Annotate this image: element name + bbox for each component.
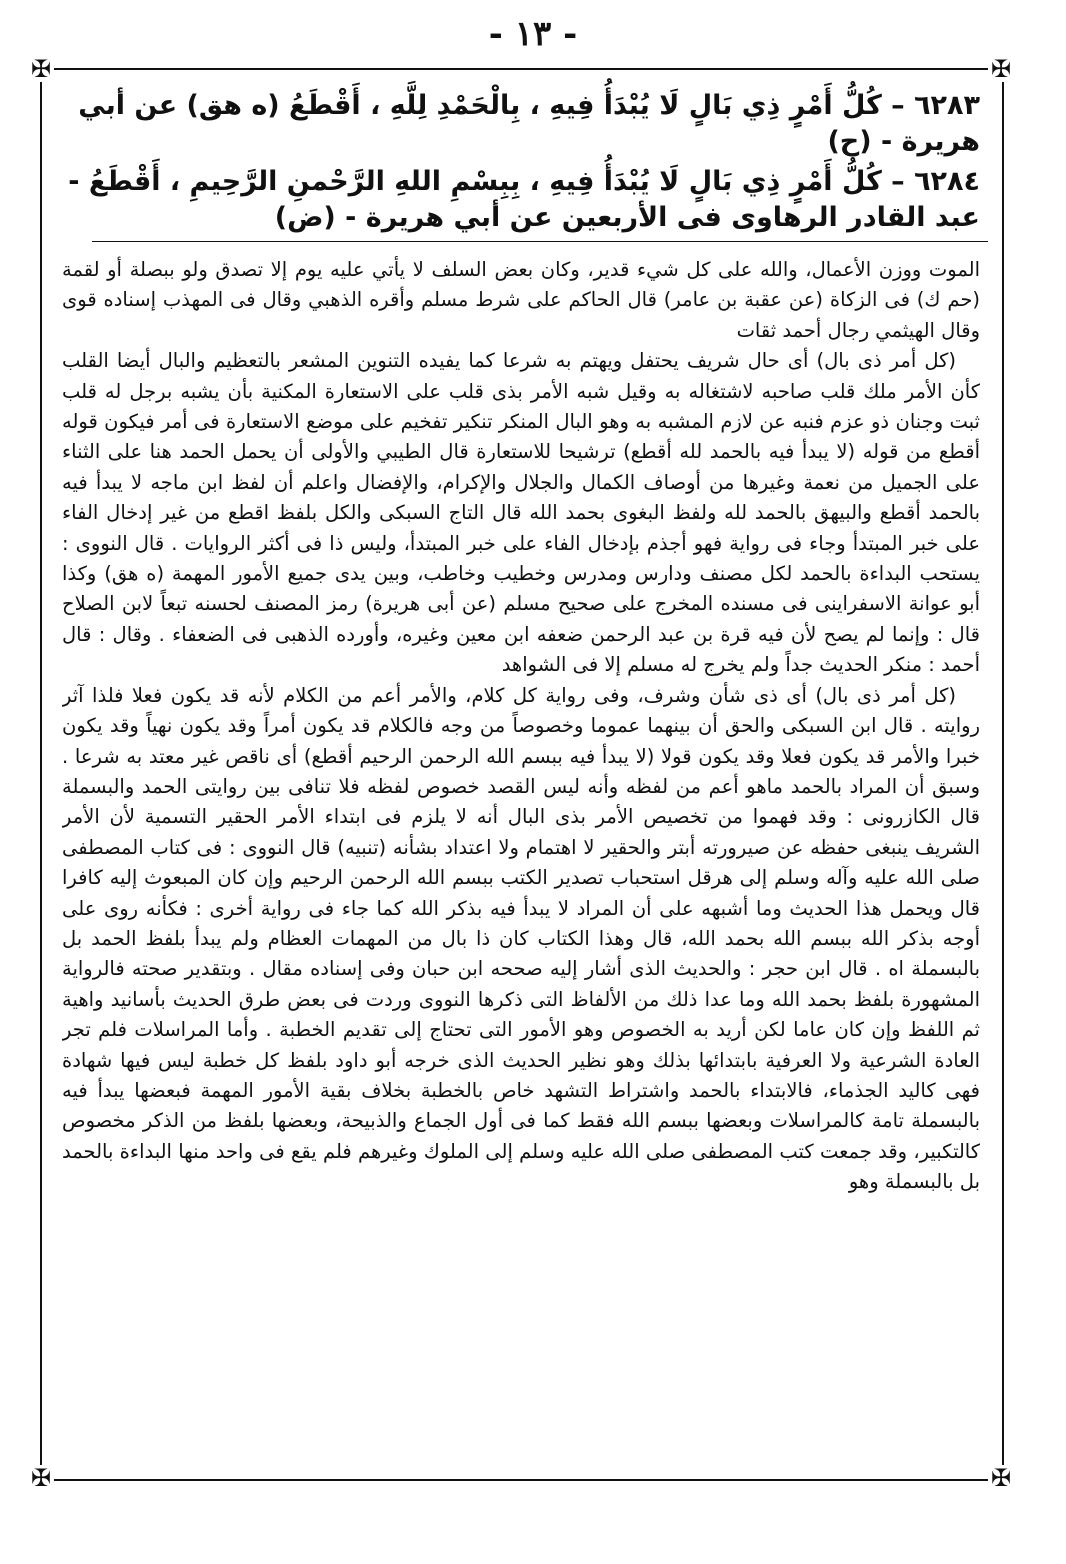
corner-ornament-icon: ✠: [28, 56, 54, 82]
corner-ornament-icon: ✠: [988, 1465, 1014, 1491]
commentary-paragraph: (كل أمر ذى بال) أى ذى شأن وشرف، وفى رواية كل كلام، والأمر أعم من الكلام لأنه قد يكون فعلا فلذا آثر روايته . قال ابن السبكى والحق أن بينهما عموما وخصوصاً من وجه فالكلام قد يكون أمراً وقد يكون نهياً وقد يكون خبرا والأمر قد يكون فعلا وقد يكون قولا (لا يبدأ فيه ببسم الله الرحمن الرحيم أقطع) أى ناقص غير معتد به شرعا . وسبق أن المراد بالحمد ماهو أعم من لفظه وأنه ليس القصد خصوص لفظه فلا تنافى بين روايتى الحمد والبسملة قال الكازرونى : وقد فهموا من تخصيص الأمر بذى البال أنه لا يلزم فى ابتداء الأمر الحقير التسمية لأن الأمر الشريف ينبغى حفظه عن صيرورته أبتر والحقير لا اهتمام ولا اعتداد بشأنه (تنبيه) قال النووى : فى كتاب المصطفى صلى الله عليه وآله وسلم إلى هرقل استحباب تصدير الكتب ببسم الله الرحمن الرحيم وإن كان المبعوث إليه كافرا قال ويحمل هذا الحديث وما أشبهه على أن المراد لا يبدأ فيه بذكر الله كما جاء فى رواية أخرى : فكأنه روى على أوجه بذكر الله ببسم الله بحمد الله، قال وهذا الكتاب كان ذا بال من المهمات العظام ولم يبدأ بلفظ الحمد بل بالبسملة اه . قال ابن حجر : والحديث الذى أشار إليه صححه ابن حبان وفى إسناده مقال . وبتقدير صحته فالرواية المشهورة بلفظ بحمد الله وما عدا ذلك من الألفاظ التى ذكرها النووى وردت فى بعض طرق الحديث بأسانيد واهية ثم اللفظ وإن كان عاما لكن أريد به الخصوص وهو الأمور التى تحتاج إلى تقديم الخطبة . وأما المراسلات فلم تجر العادة الشرعية ولا العرفية بابتدائها بذلك وهو نظير الحديث الذى خرجه أبو داود بلفظ كل خطبة ليس فيها شهادة فهى كاليد الجذماء، فالابتداء بالحمد واشتراط التشهد خاص بالخطبة بخلاف بقية الأمور المهمة فبعضها يبدأ فيه بالبسملة تامة كالمراسلات وبعضها ببسم الله فقط كما فى أول الجماع والذبيحة، وبعضها بلفظ من الذكر مخصوص كالتكبير، وقد جمعت كتب المصطفى صلى الله عليه وسلم إلى الملوك وغيرهم فلم يقع فى واحد منها البداءة بالحمد بل بالبسملة وهو: [62, 683, 980, 1194]
section-divider: [92, 241, 988, 242]
hadith-entry-6283: ٦٢٨٣ – كُلُّ أَمْرٍ ذِي بَالٍ لَا يُبْدَأُ فِيهِ ، بِالْحَمْدِ لِلَّهِ ، أَقْطَعُ (ه هق) عن أبي هريرة - (ح): [78, 90, 980, 157]
page-number: - ١٣ -: [488, 14, 578, 54]
corner-ornament-icon: ✠: [988, 56, 1014, 82]
commentary-paragraph: (كل أمر ذى بال) أى حال شريف يحتفل ويهتم به شرعا كما يفيده التنوين المشعر بالتعظيم والبال أيضا القلب كأن الأمر ملك قلب صاحبه لاشتغاله به وقيل شبه الأمر بذى قلب على الاستعارة المكنية بأن يشبه برجل له قلب ثبت وجنان ذو عزم فنبه عن لازم المشبه به وهو البال المنكر تنكير تفخيم على موضع الاستعارة فى أمر فيكون قوله أقطع من قوله (لا يبدأ فيه بالحمد لله أقطع) ترشيحا للاستعارة قال الطيبي والأولى أن يحمل الحمد هنا على الثناء على الجميل من نعمة وغيرها من أوصاف الكمال والجلال والإكرام، والإفضال واعلم أن لفظ ابن ماجه لا يبدأ فيه بالحمد أقطع والبيهق بالحمد لله ولفظ البغوى بحمد الله قال التاج السبكى والكل بلفظ اقطع من غير إدخال الفاء على خبر المبتدأ وجاء فى رواية فهو أجذم بإدخال الفاء على خبر المبتدأ، وليس ذا فى أكثر الروايات . قال النووى : يستحب البداءة بالحمد لكل مصنف ودارس ومدرس وخطيب وخاطب، وبين يدى جميع الأمور المهمة (ه هق) وكذا أبو عوانة الاسفراينى فى مسنده المخرج على صحيح مسلم (عن أبى هريرة) رمز المصنف لحسنه تبعاً لابن الصلاح قال : وإنما لم يصح لأن فيه قرة بن عبد الرحمن ضعفه ابن معين وغيره، وأورده الذهبى فى الضعفاء . وقال : قال أحمد : منكر الحديث جداً ولم يخرج له مسلم إلا فى الشواهد: [62, 349, 980, 677]
corner-ornament-icon: ✠: [28, 1465, 54, 1491]
hadith-entries: [62, 88, 980, 240]
commentary-paragraph: الموت ووزن الأعمال، والله على كل شيء قدير، وكان بعض السلف لا يأتي عليه يوم إلا تصدق ولو ببصلة أو لقمة (حم ك) فى الزكاة (عن عقبة بن عامر) قال الحاكم على شرط مسلم وأقره الذهبي وقال فى المهذب إسناده قوى وقال الهيثمي رجال أحمد ثقات: [62, 258, 980, 342]
hadith-entry-6284: ٦٢٨٤ – كُلُّ أَمْرٍ ذِي بَالٍ لَا يُبْدَأُ فِيهِ ، بِبِسْمِ اللهِ الرَّحْمنِ الرَّحِيمِ ، أَقْطَعُ - عبد القادر الرهاوى فى الأربعين عن أبي هريرة - (ض): [68, 166, 980, 233]
commentary-text: [62, 255, 980, 1470]
